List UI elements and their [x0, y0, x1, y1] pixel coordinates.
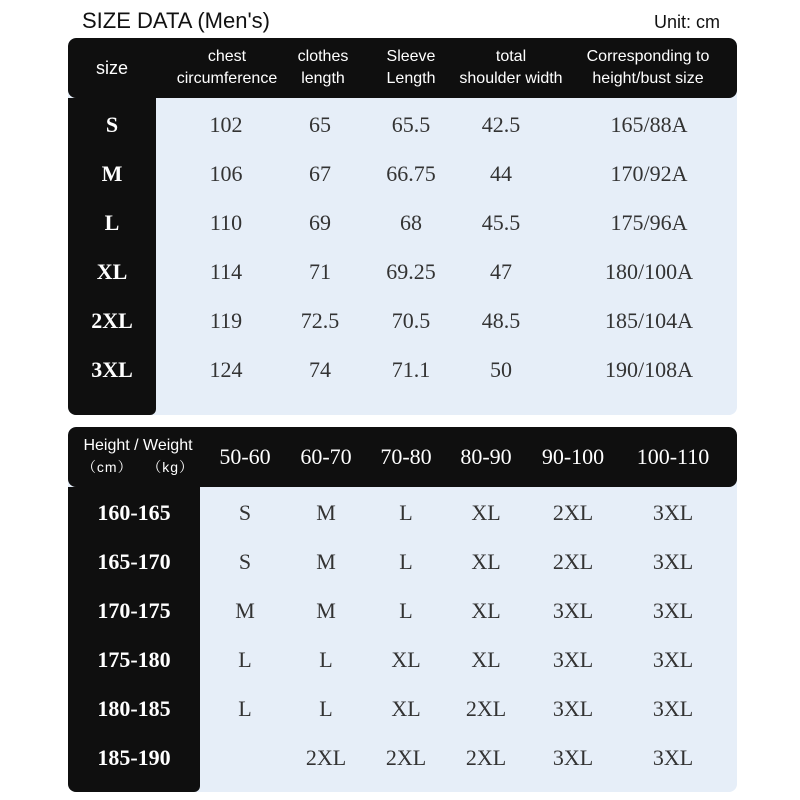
table-cell: 170/92A [610, 161, 688, 186]
table-cell: 110 [209, 210, 243, 235]
size-label-2xl: 2XL [91, 308, 133, 333]
header-height-bust: Corresponding to height/bust size [586, 48, 710, 87]
height-label: 170-175 [97, 598, 171, 623]
header-size: size [95, 58, 128, 78]
header-height-weight: Height / Weight （cm） （kg） [81, 437, 195, 475]
table-cell: 44 [490, 161, 512, 186]
height-label: 185-190 [97, 745, 171, 770]
table-cell: 3XL [652, 647, 694, 672]
table-cell: XL [471, 598, 501, 623]
table-cell: 175/96A [610, 210, 688, 235]
size-table-header [68, 38, 737, 98]
table-cell: 165/88A [610, 112, 688, 137]
header-shoulder-width: total shoulder width [459, 48, 563, 87]
table-cell: 3XL [652, 549, 694, 574]
table-cell: L [319, 696, 333, 721]
table-cell: 68 [400, 210, 422, 235]
table-cell: 70.5 [391, 308, 431, 333]
table-cell: 3XL [652, 598, 694, 623]
table-cell: 124 [209, 357, 243, 382]
table-cell: 119 [209, 308, 243, 333]
table-cell: L [319, 647, 333, 672]
height-label: 180-185 [97, 696, 171, 721]
fit-table [68, 427, 737, 792]
header-weight-100-110: 100-110 [636, 444, 710, 469]
table-cell: 190/108A [605, 357, 693, 382]
height-label: 175-180 [97, 647, 171, 672]
table-cell: 3XL [552, 745, 594, 770]
table-cell: 3XL [652, 696, 694, 721]
table-cell: 72.5 [300, 308, 340, 333]
table-cell: 185/104A [605, 308, 693, 333]
size-label-xl: XL [96, 259, 128, 284]
table-cell: 47 [490, 259, 512, 284]
table-cell: M [316, 500, 336, 525]
header-chest: chest circumference [176, 48, 278, 87]
table-cell: 114 [209, 259, 243, 284]
table-cell: 3XL [552, 647, 594, 672]
table-cell: 45.5 [481, 210, 521, 235]
table-cell: 74 [309, 357, 331, 382]
table-cell: M [316, 598, 336, 623]
table-cell: 2XL [305, 745, 347, 770]
table-cell: 67 [309, 161, 331, 186]
table-cell: S [238, 500, 252, 525]
table-cell: 2XL [552, 549, 594, 574]
header-weight-90-100: 90-100 [541, 444, 605, 469]
table-cell: 50 [490, 357, 512, 382]
size-data-table [68, 38, 737, 415]
table-cell: L [399, 598, 413, 623]
height-label: 165-170 [97, 549, 171, 574]
table-cell: 65.5 [391, 112, 431, 137]
table-cell [215, 738, 275, 778]
header-weight-80-90: 80-90 [460, 444, 512, 469]
table-cell: 2XL [465, 745, 507, 770]
table-cell: 42.5 [481, 112, 521, 137]
table-cell: XL [471, 647, 501, 672]
table-cell: 3XL [552, 696, 594, 721]
height-label: 160-165 [97, 500, 171, 525]
table-cell: XL [471, 549, 501, 574]
table-cell: 2XL [552, 500, 594, 525]
table-cell: S [238, 549, 252, 574]
table-cell: L [238, 647, 252, 672]
table-cell: L [399, 500, 413, 525]
header-sleeve-length: Sleeve Length [386, 48, 436, 87]
header-clothes-length: clothes length [297, 48, 349, 87]
table-cell: 102 [209, 112, 243, 137]
table-cell: L [238, 696, 252, 721]
table-cell: 48.5 [481, 308, 521, 333]
size-label-m: M [101, 161, 123, 186]
table-cell: XL [391, 647, 421, 672]
table-cell: 66.75 [386, 161, 436, 186]
size-label-3xl: 3XL [91, 357, 133, 382]
table-cell: 3XL [652, 500, 694, 525]
table-cell: 65 [309, 112, 331, 137]
table-cell: 2XL [385, 745, 427, 770]
table-cell: 3XL [652, 745, 694, 770]
table-cell: 71 [309, 259, 331, 284]
header-weight-60-70: 60-70 [300, 444, 352, 469]
table-cell: 69 [309, 210, 331, 235]
unit-label: Unit: cm [653, 12, 720, 32]
table-cell: 3XL [552, 598, 594, 623]
table-cell: M [316, 549, 336, 574]
table-cell: L [399, 549, 413, 574]
header-weight-70-80: 70-80 [380, 444, 432, 469]
table-cell: XL [391, 696, 421, 721]
size-label-s: S [105, 112, 119, 137]
table-cell: 71.1 [391, 357, 431, 382]
table-cell: 106 [209, 161, 243, 186]
fit-table-header [68, 427, 737, 487]
table-cell: 2XL [465, 696, 507, 721]
table-cell: M [235, 598, 255, 623]
table-cell: 180/100A [605, 259, 693, 284]
size-label-l: L [104, 210, 120, 235]
page-title: SIZE DATA (Men's) [82, 8, 270, 33]
header-weight-50-60: 50-60 [219, 444, 271, 469]
table-cell: XL [471, 500, 501, 525]
table-cell: 69.25 [386, 259, 436, 284]
